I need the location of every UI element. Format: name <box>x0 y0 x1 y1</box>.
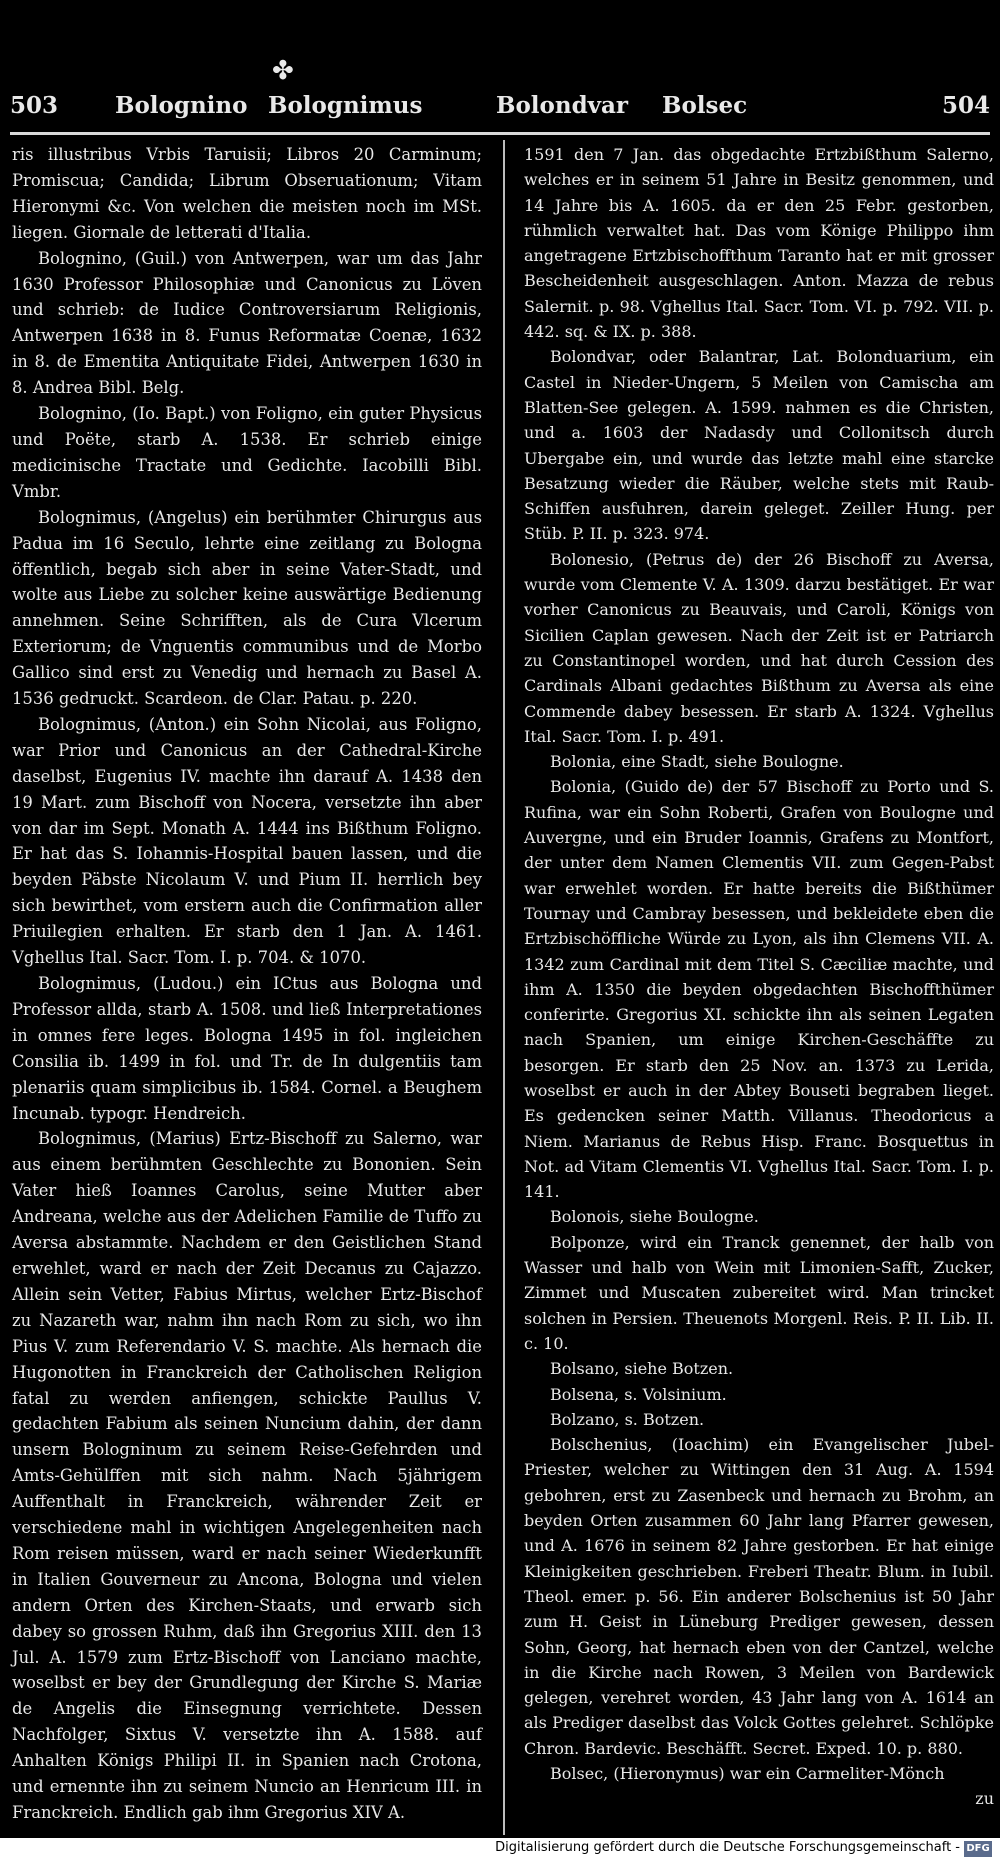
entry-bolschenius: Bolschenius, (Ioachim) ein Evangelischer Jubel-Priester, welcher zu Wittingen den 31 Aug. A. 1594 gebohren, erst zu Zasenbeck und hernach zu Brohm, an beyden Orten zusammen 60 Jahr lang Pfarrer gewesen, und A. 1676 in seinem 82 Jahre gestorben. Er hat einige Kleinigkeiten geschrieben. Freberi Theatr. Blum. in Iubil. Theol. emer. p. 56. Ein anderer Bolschenius ist 50 Jahr zum H. Geist in Lüneburg Prediger gewesen, dessen Sohn, Georg, hat hernach eben von der Cantzel, welche in die Kirche nach Rowen, 3 Meilen von Bardewick gelegen, verehret worden, 43 Jahr lang von A. 1614 an als Prediger daselbst das Volck Gottes gelehret. Schlöpke Chron. Bardevic. Beschäfft. Secret. Exped. 10. p. 880. <box>524 1435 994 1758</box>
entry-bolsano: Bolsano, siehe Botzen. <box>550 1359 734 1379</box>
printers-ornament: ✤ <box>272 56 294 86</box>
entry-continuation: ris illustribus Vrbis Taruisii; Libros 20 Carminum; Promiscua; Candida; Librum Obseruationum; Vitam Hieronymi &c. Von welchen die meisten noch im MSt. liegen. Giornale de letterati d'Italia. <box>12 145 482 242</box>
column-rule <box>503 140 505 1835</box>
entry-bolonia-stadt: Bolonia, eine Stadt, siehe Boulogne. <box>550 752 844 772</box>
footer-credit: Digitalisierung gefördert durch die Deutsche Forschungsgemeinschaft - <box>495 1840 960 1855</box>
digitization-footer <box>0 1838 1000 1860</box>
right-headword-first: Bolondvar <box>496 92 629 119</box>
left-column <box>12 142 482 1826</box>
entry-bolponze: Bolponze, wird ein Tranck genennet, der halb von Wasser und halb von Wein mit Limonien-Safft, Zucker, Zimmet und Muscaten zubereitet wird. Man trincket solchen in Persien. Theuenots Morgenl. Reis. P. II. Lib. II. c. 10. <box>524 1232 994 1353</box>
entry-bolonia-guido: Bolonia, (Guido de) der 57 Bischoff zu Porto und S. Rufina, war ein Sohn Roberti, Grafen von Boulogne und Auvergne, und ein Bruder Ioannis, Grafens zu Montfort, der unter dem Namen Clementis VII. zum Gegen-Pabst war erwehlet worden. Er hatte bereits die Bißthümer Tournay und Cambray besessen, und bekleidete eben die Ertzbischöffliche Würde zu Lyon, als ihn Clemens VII. A. 1342 zum Cardinal mit dem Titel S. Cæciliæ machte, und ihm A. 1350 die beyden obgedachten Bischoffthümer conferirte. Gregorius XI. schickte ihn als seinen Legaten nach Spanien, um einige Kirchen-Geschäffte zu besorgen. Er starb den 25 Nov. an. 1373 zu Lerida, woselbst er auch in der Abtey Bouseti begraben lieget. Es gedencken seiner Matth. Villanus. Theodoricus a Niem. Marianus de Rebus Hisp. Franc. Bosquettus in Not. ad Vitam Clementis VI. Vghellus Ital. Sacr. Tom. I. p. 141. <box>524 777 994 1202</box>
entry-bolonois: Bolonois, siehe Boulogne. <box>550 1207 759 1227</box>
left-page-number: 503 <box>10 92 59 119</box>
entry-bolognimus-ludou: Bolognimus, (Ludou.) ein ICtus aus Bologna und Professor allda, starb A. 1508. und ließ Interpretationes in omnes fere leges. Bologna 1495 in fol. ingleichen Consilia ib. 1499 in fol. und Tr. de In dulgentiis tam plenariis quam simplicibus ib. 1584. Cornel. a Beughem Incunab. typogr. Hendreich. <box>12 974 482 1123</box>
entry-continuation-marius: 1591 den 7 Jan. das obgedachte Ertzbißthum Salerno, welches er in seinem 51 Jahre in Besitz genommen, und 14 Jahre bis A. 1605. da er den 25 Febr. gestorben, rühmlich verwaltet hat. Das vom Könige Philippo ihm angetragene Ertzbischoffthum Taranto hat er mit grosser Bescheidenheit ausgeschlagen. Anton. Mazza de rebus Salernit. p. 98. Vghellus Ital. Sacr. Tom. VI. p. 792. VII. p. 442. sq. & IX. p. 388. <box>524 145 994 342</box>
running-header <box>10 92 990 126</box>
entry-bolsec: Bolsec, (Hieronymus) war ein Carmeliter-Mönch <box>550 1764 945 1783</box>
entry-bolondvar: Bolondvar, oder Balantrar, Lat. Bolonduarium, ein Castel in Nieder-Ungern, 5 Meilen von Camischa am Blatten-See gelegen. A. 1599. nahmen es die Christen, und a. 1603 der Nadasdy und Collonitsch durch Ubergabe ein, und wurde das letzte mahl eine starcke Besatzung wieder die Räuber, welche stets mit Raub-Schiffen ausfuhren, darein geleget. Zeiller Hung. per Stüb. P. II. p. 323. 974. <box>524 347 994 544</box>
entry-bolognimus-angelus: Bolognimus, (Angelus) ein berühmter Chirurgus aus Padua im 16 Seculo, lehrte eine zeitlang zu Bologna öffentlich, begab sich aber in seine Vater-Stadt, und wolte aus Liebe zu solcher keine auswärtige Bedienung annehmen. Seine Schrifften, als de Cura Vlcerum Exteriorum; de Vnguentis communibus und de Morbo Gallico sind erst zu Venedig und hernach zu Basel A. 1536 gedruckt. Scardeon. de Clar. Patau. p. 220. <box>12 507 482 709</box>
entry-bolognimus-marius: Bolognimus, (Marius) Ertz-Bischoff zu Salerno, war aus einem berühmten Geschlechte zu Bononien. Sein Vater hieß Ioannes Carolus, seine Mutter aber Andreana, welche aus der Adelichen Familie de Tuffo zu Aversa abstammte. Nachdem er den Geistlichen Stand erwehlet, ward er nach der Zeit Decanus zu Cajazzo. Allein sein Vetter, Fabius Mirtus, welcher Ertz-Bischof zu Nazareth war, nahm ihn nach Rom zu sich, wo ihn Pius V. zum Referendario V. S. machte. Als hernach die Hugonotten in Franckreich der Catholischen Religion fatal zu werden anfiengen, schickte Paullus V. gedachten Fabium als seinen Nuncium dahin, der dann unsern Bologninum zu seinem Reise-Gefehrden und Amts-Gehülffen mit sich nahm. Nach 5jährigem Auffenthalt in Franckreich, währender Zeit er verschiedene mahl in wichtigen Angelegenheiten nach Rom reisen müssen, ward er nach seiner Wiederkunfft in Italien Gouverneur zu Ancona, Bologna und vielen andern Orten des Kirchen-Staats, und erwarb sich dabey so grossen Ruhm, daß ihn Gregorius XIII. den 13 Jul. A. 1579 zum Ertz-Bischoff von Lanciano machte, woselbst er bey der Grundlegung der Kirche S. Mariæ de Angelis die Einsegnung verrichtete. Dessen Nachfolger, Sixtus V. versetzte ihn A. 1588. auf Anhalten Königs Philipi II. in Spanien nach Crotona, und ernennte ihn zu seinem Nuncio an Henricum III. in Franckreich. Endlich gab ihm Gregorius XIV A. <box>12 1129 482 1822</box>
dfg-logo-icon: DFG <box>964 1841 992 1857</box>
header-rule <box>10 132 990 135</box>
entry-bolognino-io-bapt: Bolognino, (Io. Bapt.) von Foligno, ein guter Physicus und Poëte, starb A. 1538. Er schrieb einige medicinische Tractate und Gedichte. Iacobilli Bibl. Vmbr. <box>12 404 482 501</box>
catchword: zu <box>975 1789 994 1809</box>
right-column <box>524 142 994 1812</box>
left-headword-first: Bolognino <box>115 92 248 119</box>
entry-bolsena: Bolsena, s. Volsinium. <box>550 1384 727 1404</box>
entry-bolognino-guil: Bolognino, (Guil.) von Antwerpen, war um das Jahr 1630 Professor Philosophiæ und Canonicus zu Löven und schrieb: de Iudice Controversiarum Religionis, Antwerpen 1638 in 8. Funus Reformatæ Coenæ, 1632 in 8. de Ementita Antiquitate Fidei, Antwerpen 1630 in 8. Andrea Bibl. Belg. <box>12 248 482 398</box>
right-page-number: 504 <box>941 92 990 119</box>
entry-bolonesio: Bolonesio, (Petrus de) der 26 Bischoff zu Aversa, wurde vom Clemente V. A. 1309. darzu bestätiget. Er war vorher Canonicus zu Beauvais, und Caroli, Königs von Sicilien Caplan gewesen. Nach der Zeit ist er Patriarch zu Constantinopel worden, und hat durch Cession des Cardinals Albani gedachtes Bißthum zu Aversa als eine Commende dabey besessen. Er starb A. 1324. Vghellus Ital. Sacr. Tom. I. p. 491. <box>524 549 994 746</box>
right-headword-last: Bolsec <box>662 92 748 119</box>
left-headword-last: Bolognimus <box>268 92 423 119</box>
entry-bolognimus-anton: Bolognimus, (Anton.) ein Sohn Nicolai, aus Foligno, war Prior und Canonicus an der Cathedral-Kirche daselbst, Eugenius IV. machte ihn darauf A. 1438 den 19 Mart. zum Bischoff von Nocera, versetzte ihn aber von dar im Sept. Monath A. 1444 ins Bißthum Foligno. Er hat das S. Iohannis-Hospital bauen lassen, und die beyden Päbste Nicolaum V. und Pium II. herrlich bey sich bewirthet, vom erstern auch die Confirmation aller Priuilegien erhalten. Er starb den 1 Jan. A. 1461. Vghellus Ital. Sacr. Tom. I. p. 704. & 1070. <box>12 714 482 968</box>
entry-bolzano: Bolzano, s. Botzen. <box>550 1409 705 1429</box>
